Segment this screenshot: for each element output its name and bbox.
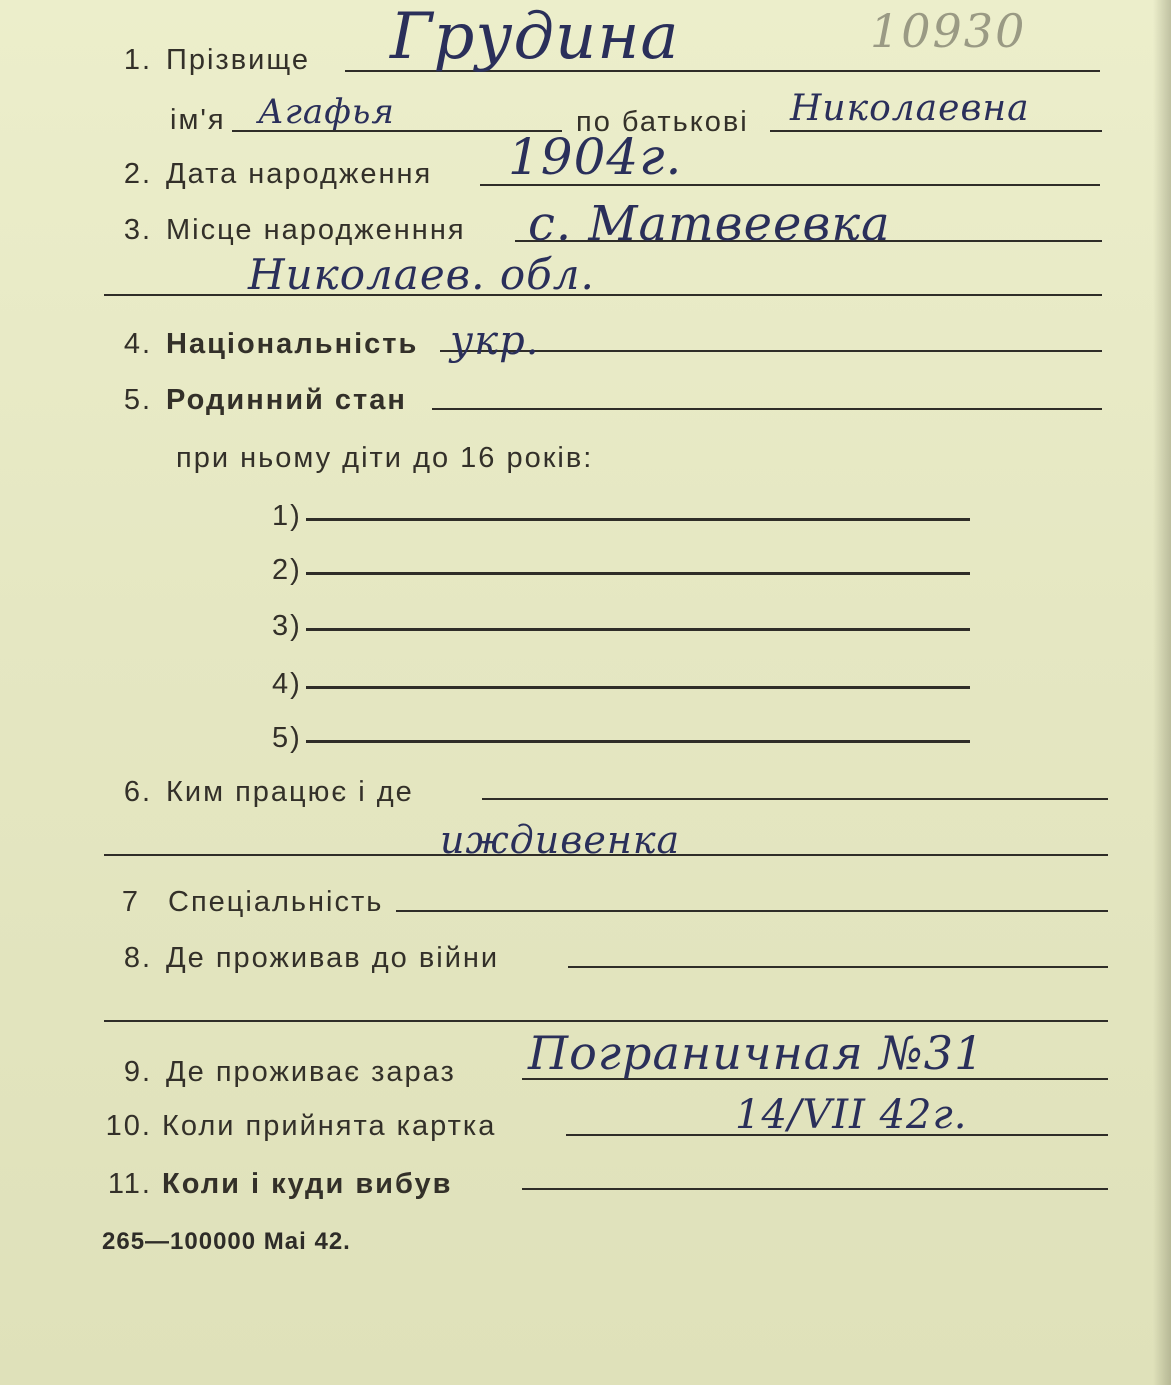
child-4-number: 4) <box>272 668 302 700</box>
name-value: Агафья <box>258 92 395 132</box>
patronymic-value: Николаевна <box>790 88 1030 129</box>
child-5-line <box>306 740 970 743</box>
card-accepted-value: 14/VII 42г. <box>735 1092 968 1138</box>
current-residence-label: Де проживає зараз <box>166 1056 456 1088</box>
marital-status-line <box>432 408 1102 410</box>
child-2-line <box>306 572 970 575</box>
birthdate-value: 1904г. <box>508 128 683 186</box>
nationality-value: укр. <box>450 318 540 364</box>
child-1-number: 1) <box>272 500 302 532</box>
patronymic-label: по батькові <box>576 106 749 138</box>
field-6-number: 6. <box>123 776 152 808</box>
birthplace-value-2: Николаев. обл. <box>248 250 595 299</box>
departure-line <box>522 1188 1108 1190</box>
birthplace-value: с. Матвеевка <box>528 196 891 252</box>
field-7-number: 7 <box>121 886 140 918</box>
field-9-number: 9. <box>123 1056 152 1088</box>
child-4-line <box>306 686 970 689</box>
child-2-number: 2) <box>272 554 302 586</box>
current-residence-value: Пограничная №31 <box>528 1026 985 1080</box>
field-1-number: 1. <box>123 44 152 76</box>
work-value: иждивенка <box>440 818 681 862</box>
card-number: 10930 <box>870 4 1027 58</box>
field-2-number: 2. <box>123 158 152 190</box>
field-11-number: 11. <box>107 1168 152 1200</box>
work-label: Ким працює і де <box>166 776 414 808</box>
field-8-number: 8. <box>123 942 152 974</box>
field-5-number: 5. <box>123 384 152 416</box>
field-3-number: 3. <box>123 214 152 246</box>
child-3-number: 3) <box>272 610 302 642</box>
name-label: ім'я <box>170 104 226 136</box>
nationality-label: Національність <box>166 328 419 360</box>
field-4-number: 4. <box>123 328 152 360</box>
field-10-number: 10. <box>105 1110 152 1142</box>
print-mark: 265—100000 Mai 42. <box>102 1228 351 1255</box>
departure-label: Коли і куди вибув <box>162 1168 453 1200</box>
prewar-residence-label: Де проживав до війни <box>166 942 500 974</box>
specialty-line <box>396 910 1108 912</box>
patronymic-line <box>770 130 1102 132</box>
birthplace-label: Місце народженння <box>166 214 466 246</box>
work-line <box>482 798 1108 800</box>
surname-value: Грудина <box>390 0 680 74</box>
surname-label: Прізвище <box>166 44 310 76</box>
marital-status-label: Родинний стан <box>166 384 407 416</box>
child-1-line <box>306 518 970 521</box>
specialty-label: Спеціальність <box>168 886 384 918</box>
birthdate-label: Дата народження <box>166 158 433 190</box>
prewar-residence-line <box>568 966 1108 968</box>
card-accepted-label: Коли прийнята картка <box>162 1110 497 1142</box>
child-5-number: 5) <box>272 722 302 754</box>
child-3-line <box>306 628 970 631</box>
prewar-residence-line-2 <box>104 1020 1108 1022</box>
children-label: при ньому діти до 16 років: <box>176 442 594 474</box>
